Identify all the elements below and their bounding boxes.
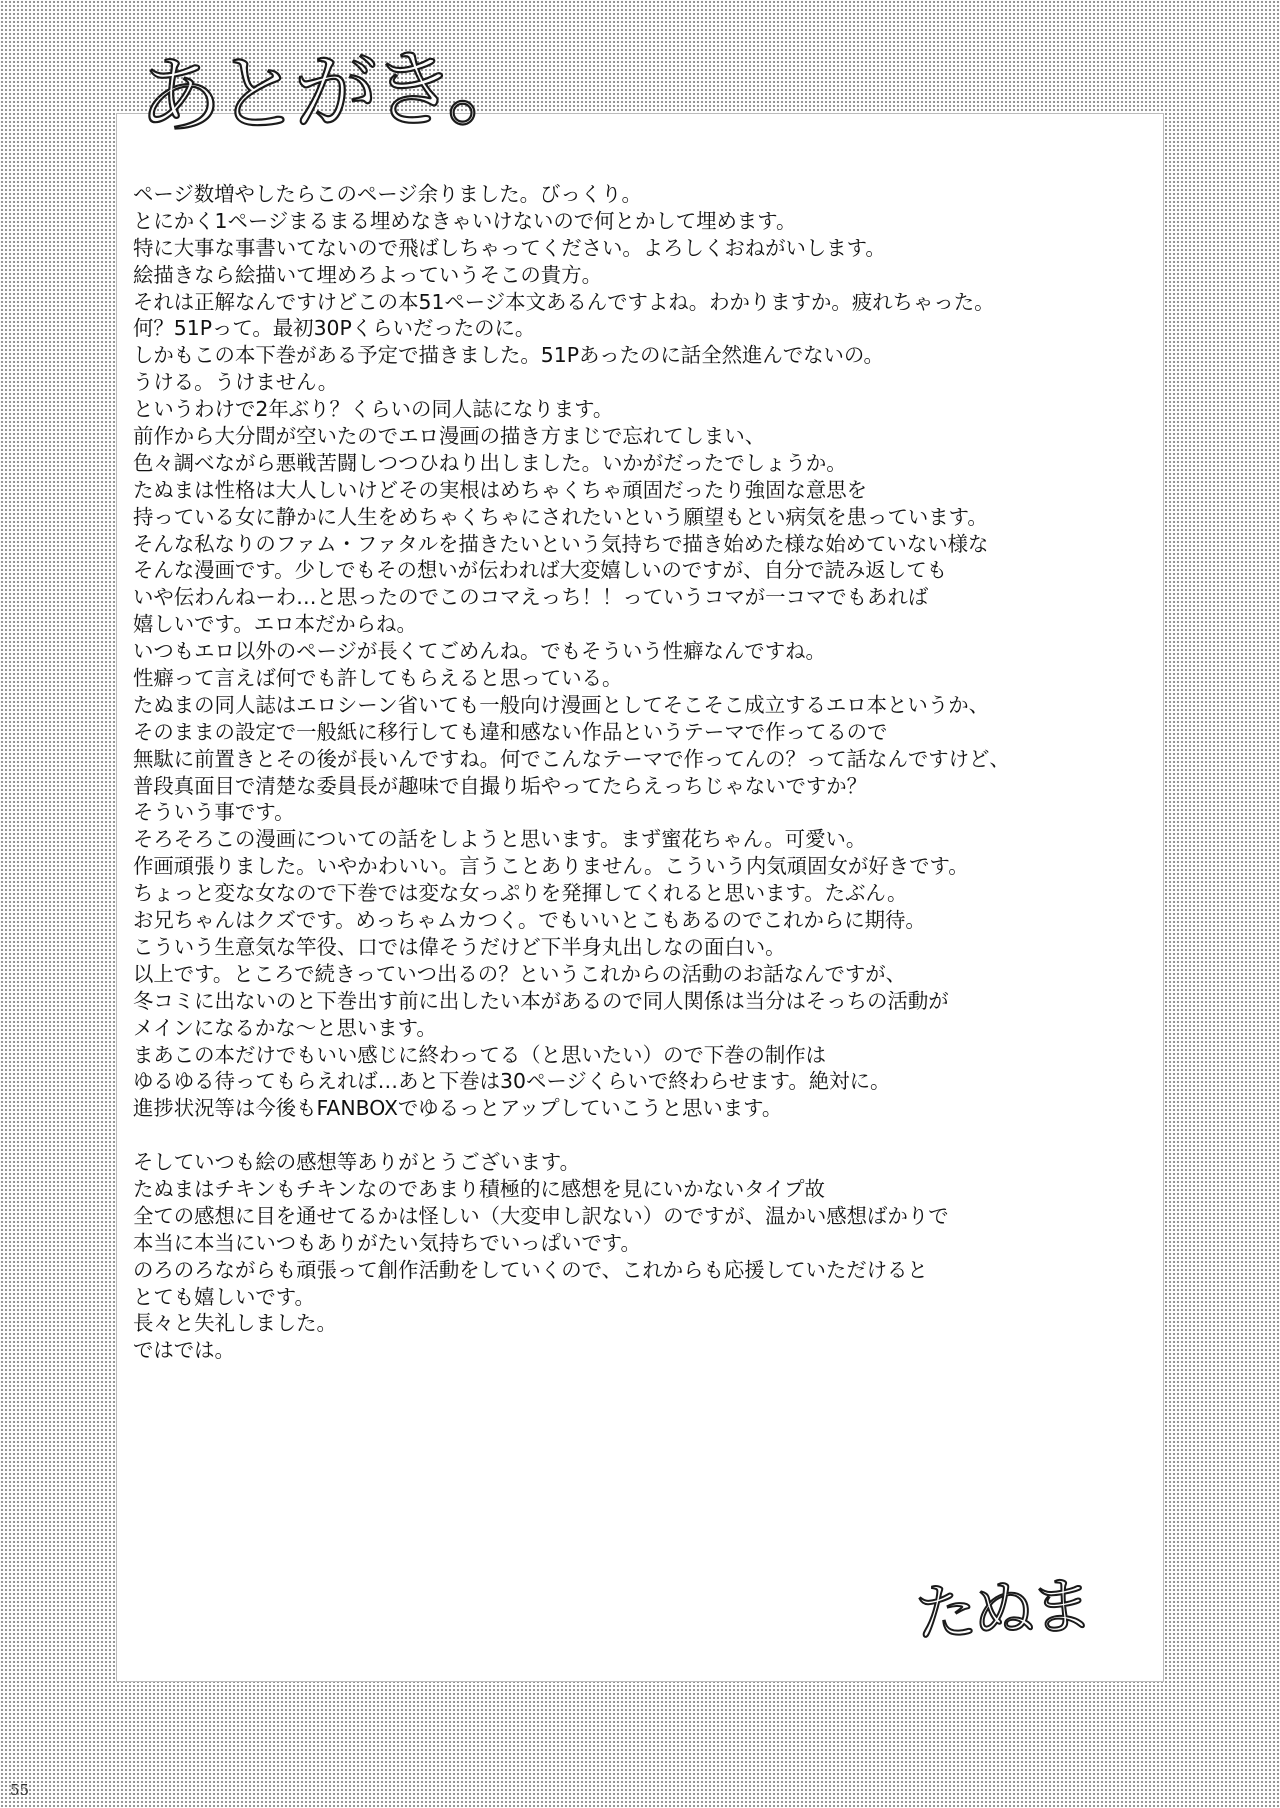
text-line: 嬉しいです。エロ本だからね。 [133, 612, 417, 637]
afterword-title [130, 30, 526, 147]
text-line: ゆるゆる待ってもらえれば…あと下巻は30ページくらいで終わらせます。絶対に。 [133, 1069, 891, 1094]
text-line: それは正解なんですけどこの本51ページ本文あるんですよね。わかりますか。疲れちゃった。 [133, 289, 995, 314]
text-line: メインになるかな～と思います。 [133, 1015, 437, 1040]
text-line: 全ての感想に目を通せてるかは怪しい（大変申し訳ない）のですが、温かい感想ばかりで [133, 1203, 949, 1228]
afterword-body [133, 181, 1153, 1364]
text-line: 以上です。ところで続きっていつ出るの？というこれからの活動のお話なんですが、 [133, 961, 907, 986]
text-line: うける。うけません。 [133, 370, 339, 395]
text-line: そろそろこの漫画についての話をしようと思います。まず蜜花ちゃん。可愛い。 [133, 827, 867, 852]
text-line: 進捗状況等は今後もFANBOXでゆるっとアップしていこうと思います。 [133, 1096, 783, 1121]
text-line: とても嬉しいです。 [133, 1284, 315, 1309]
text-line: そんな私なりのファム・ファタルを描きたいという気持ちで描き始めた様な始めていない様な [133, 531, 989, 556]
text-line: 持っている女に静かに人生をめちゃくちゃにされたいという願望もとい病気を患っています。 [133, 504, 988, 529]
text-line: そしていつも絵の感想等ありがとうございます。 [133, 1150, 580, 1175]
text-line: いつもエロ以外のページが長くてごめんね。でもそういう性癖なんですね。 [133, 639, 826, 664]
text-line: とにかく1ページまるまる埋めなきゃいけないので何とかして埋めます。 [133, 208, 797, 233]
page-number: 55 [10, 1781, 30, 1799]
text-line: ページ数増やしたらこのページ余りました。びっくり。 [133, 182, 642, 206]
text-line: 何？51Pって。最初30Pくらいだったのに。 [133, 316, 536, 341]
text-line: 冬コミに出ないのと下巻出す前に出したい本があるので同人関係は当分はそっちの活動が [133, 988, 949, 1013]
author-signature [915, 1570, 1115, 1660]
text-line: しかもこの本下巻がある予定で描きました。51Pあったのに話全然進んでないの。 [133, 343, 884, 368]
text-line: というわけで2年ぶり？くらいの同人誌になります。 [133, 397, 614, 422]
text-line: そういう事です。 [133, 800, 295, 825]
text-line: のろのろながらも頑張って創作活動をしていくので、これからも応援していただけると [133, 1257, 928, 1282]
text-line: 作画頑張りました。いやかわいい。言うことありません。こういう内気頑固女が好きです。 [133, 854, 969, 879]
text-line: 性癖って言えば何でも許してもらえると思っている。 [133, 666, 623, 691]
text-line: たぬまは性格は大人しいけどその実根はめちゃくちゃ頑固だったり強固な意思を [133, 477, 868, 502]
text-line: こういう生意気な竿役、口では偉そうだけど下半身丸出しなの面白い。 [133, 934, 786, 959]
author-signature-text: たぬま [913, 1568, 1091, 1651]
text-line: そのままの設定で一般紙に移行しても違和感ない作品というテーマで作ってるので [133, 719, 888, 744]
text-line: 本当に本当にいつもありがたい気持ちでいっぱいです。 [133, 1230, 641, 1255]
text-line: 色々調べながら悪戦苦闘しつつひねり出しました。いかがだったでしょうか。 [133, 450, 847, 475]
text-line: そんな漫画です。少しでもその想いが伝われば大変嬉しいのですが、自分で読み返しても [133, 558, 947, 583]
text-line: 無駄に前置きとその後が長いんですね。何でこんなテーマで作ってんの？って話なんですけど、 [133, 746, 1010, 771]
afterword-title-text: あとがき。 [136, 37, 526, 147]
text-line: いや伝わんねーわ…と思ったのでこのコマえっち！！っていうコマが一コマでもあれば [133, 585, 929, 610]
text-line [133, 1122, 1153, 1149]
text-line: ではでは。 [133, 1338, 235, 1363]
text-line: まあこの本だけでもいい感じに終わってる（と思いたい）ので下巻の制作は [133, 1042, 827, 1067]
text-line: たぬまはチキンもチキンなのであまり積極的に感想を見にいかないタイプ故 [133, 1176, 825, 1201]
text-line: 絵描きなら絵描いて埋めろよっていうそこの貴方。 [133, 262, 602, 287]
text-line: 前作から大分間が空いたのでエロ漫画の描き方まじで忘れてしまい、 [133, 424, 766, 449]
text-line: 長々と失礼しました。 [133, 1311, 337, 1336]
text-line: 特に大事な事書いてないので飛ばしちゃってください。よろしくおねがいします。 [133, 235, 886, 260]
text-line: ちょっと変な女なので下巻では変な女っぷりを発揮してくれると思います。たぶん。 [133, 881, 908, 906]
text-line: お兄ちゃんはクズです。めっちゃムカつく。でもいいとこもあるのでこれからに期待。 [133, 908, 926, 933]
text-line: 普段真面目で清楚な委員長が趣味で自撮り垢やってたらえっちじゃないですか？ [133, 773, 868, 798]
text-line: たぬまの同人誌はエロシーン省いても一般向け漫画としてそこそこ成立するエロ本というか、 [133, 692, 989, 717]
